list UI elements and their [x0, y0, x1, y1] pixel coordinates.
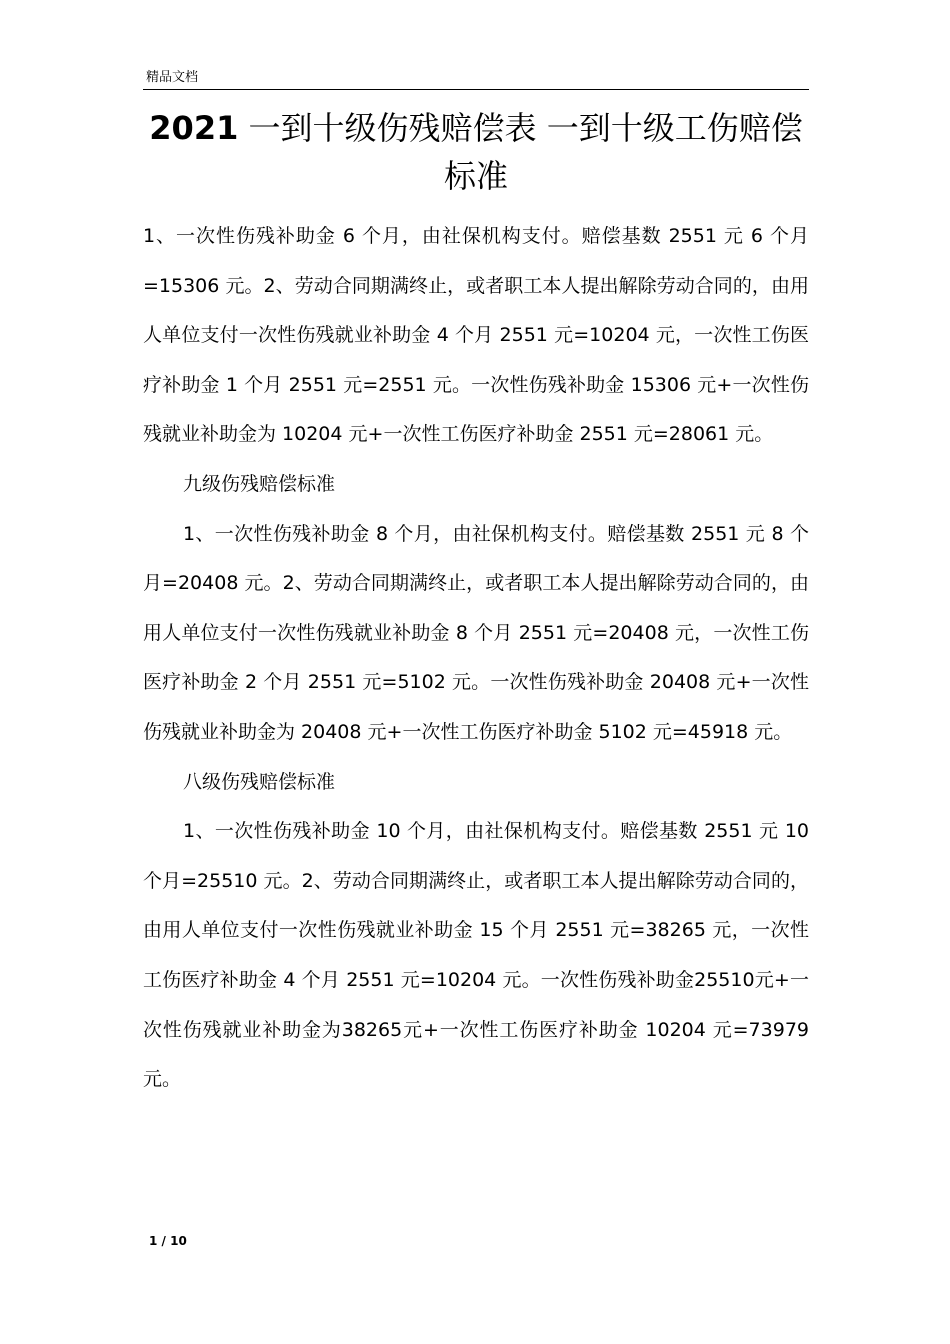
- document-body: [143, 212, 809, 1105]
- title-text: 一到十级伤残赔偿表 一到十级工伤赔偿标准: [238, 109, 803, 195]
- header-label: 精品文档: [146, 70, 199, 85]
- document-title: [143, 104, 809, 200]
- page-indicator: 1 / 10: [149, 1234, 187, 1248]
- section-paragraph-8: 1、一次性伤残补助金 10 个月，由社保机构支付。赔偿基数 2551 元 10 个月=25510 元。2、劳动合同期满终止，或者职工本人提出解除劳动合同的，由用人单位支付一次性伤残就业补助金 15 个月 2551 元=38265 元，一次性工伤医疗补助金 4 个月 2551 元=10204 元。一次性伤残补助金25510元+一次性伤残就业补助金为38265元+一次性工伤医疗补助金 10204 元=73979 元。: [143, 820, 809, 1091]
- section-heading-8: 八级伤残赔偿标准: [183, 770, 336, 793]
- section-paragraph-10: 1、一次性伤残补助金 6 个月，由社保机构支付。赔偿基数 2551 元 6 个月=15306 元。2、劳动合同期满终止，或者职工本人提出解除劳动合同的，由用人单位支付一次性伤残就业补助金 4 个月 2551 元=10204 元，一次性工伤医疗补助金 1 个月 2551 元=2551 元。一次性伤残补助金 15306 元+一次性伤残就业补助金为 10204 元+一次性工伤医疗补助金 2551 元=28061 元。: [143, 225, 809, 446]
- section-paragraph-9: 1、一次性伤残补助金 8 个月，由社保机构支付。赔偿基数 2551 元 8 个月=20408 元。2、劳动合同期满终止，或者职工本人提出解除劳动合同的，由用人单位支付一次性伤残就业补助金 8 个月 2551 元=20408 元，一次性工伤医疗补助金 2 个月 2551 元=5102 元。一次性伤残补助金 20408 元+一次性伤残就业补助金为 20408 元+一次性工伤医疗补助金 5102 元=45918 元。: [143, 522, 809, 743]
- header-divider: [143, 89, 809, 90]
- section-heading-9: 九级伤残赔偿标准: [183, 472, 336, 495]
- title-year: 2021: [149, 109, 239, 147]
